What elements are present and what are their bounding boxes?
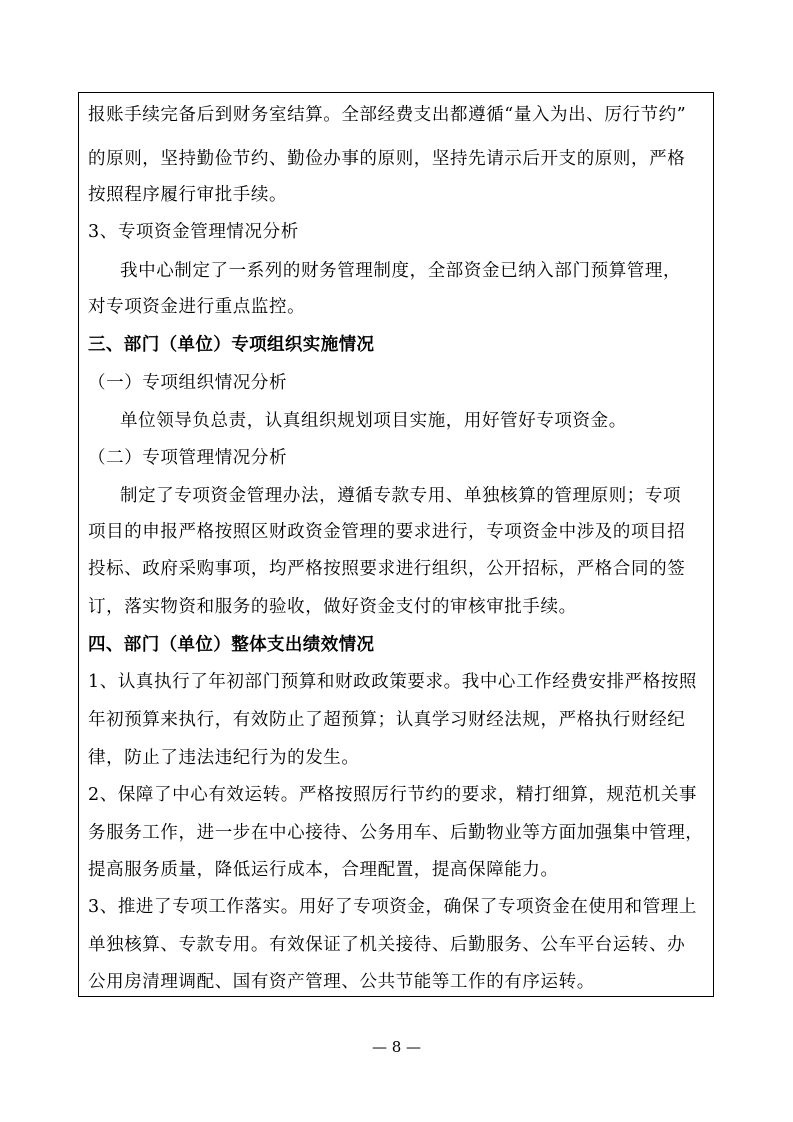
paragraph-line: 提高服务质量，降低运行成本，合理配置，提高保障能力。 (88, 860, 559, 880)
paragraph-line: 制定了专项资金管理办法，遵循专款专用、单独核算的管理原则；专项 (120, 486, 682, 506)
paragraph-line: 公用房清理调配、国有资产管理、公共节能等工作的有序运转。 (88, 972, 595, 992)
paragraph-line: 律，防止了违法违纪行为的发生。 (88, 748, 360, 768)
paragraph-line: 对专项资金进行重点监控。 (88, 297, 306, 317)
section-heading: 三、部门（单位）专项组织实施情况 (88, 335, 375, 355)
paragraph-line: 单独核算、专款专用。有效保证了机关接待、后勤服务、公车平台运转、办 (88, 935, 686, 955)
paragraph-line: 订，落实物资和服务的验收，做好资金支付的审核审批手续。 (88, 597, 577, 617)
subsection-heading: （二）专项管理情况分析 (88, 448, 288, 468)
subsection-heading: （一）专项组织情况分析 (88, 373, 288, 393)
subsection-heading: 3、专项资金管理情况分析 (88, 222, 299, 242)
paragraph-line: 单位领导负总责，认真组织规划项目实施，用好管好专项资金。 (120, 411, 627, 431)
page-number: — 8 — (371, 1038, 422, 1056)
paragraph-line: 3、推进了专项工作落实。用好了专项资金，确保了专项资金在使用和管理上 (88, 897, 698, 917)
paragraph-line: 的原则，坚持勤俭节约、勤俭办事的原则，坚持先请示后开支的原则，严格 (88, 149, 686, 169)
paragraph-line: 务服务工作，进一步在中心接待、公务用车、后勤物业等方面加强集中管理， (88, 823, 704, 843)
paragraph-line: 按照程序履行审批手续。 (88, 185, 288, 205)
paragraph-line: 投标、政府采购事项，均严格按照要求进行组织，公开招标，严格合同的签 (88, 559, 686, 579)
paragraph-line: 2、保障了中心有效运转。严格按照厉行节约的要求，精打细算，规范机关事 (88, 785, 698, 805)
paragraph-line: 我中心制定了一系列的财务管理制度，全部资金已纳入部门预算管理， (120, 261, 682, 281)
paragraph-line: 项目的申报严格按照区财政资金管理的要求进行，专项资金中涉及的项目招 (88, 522, 686, 542)
paragraph-line: 年初预算来执行，有效防止了超预算；认真学习财经法规，严格执行财经纪 (88, 710, 686, 730)
paragraph-line: 报账手续完备后到财务室结算。全部经费支出都遵循“量入为出、厉行节约” (88, 105, 687, 125)
paragraph-line: 1、认真执行了年初部门预算和财政政策要求。我中心工作经费安排严格按照 (88, 672, 698, 692)
section-heading: 四、部门（单位）整体支出绩效情况 (88, 635, 375, 655)
